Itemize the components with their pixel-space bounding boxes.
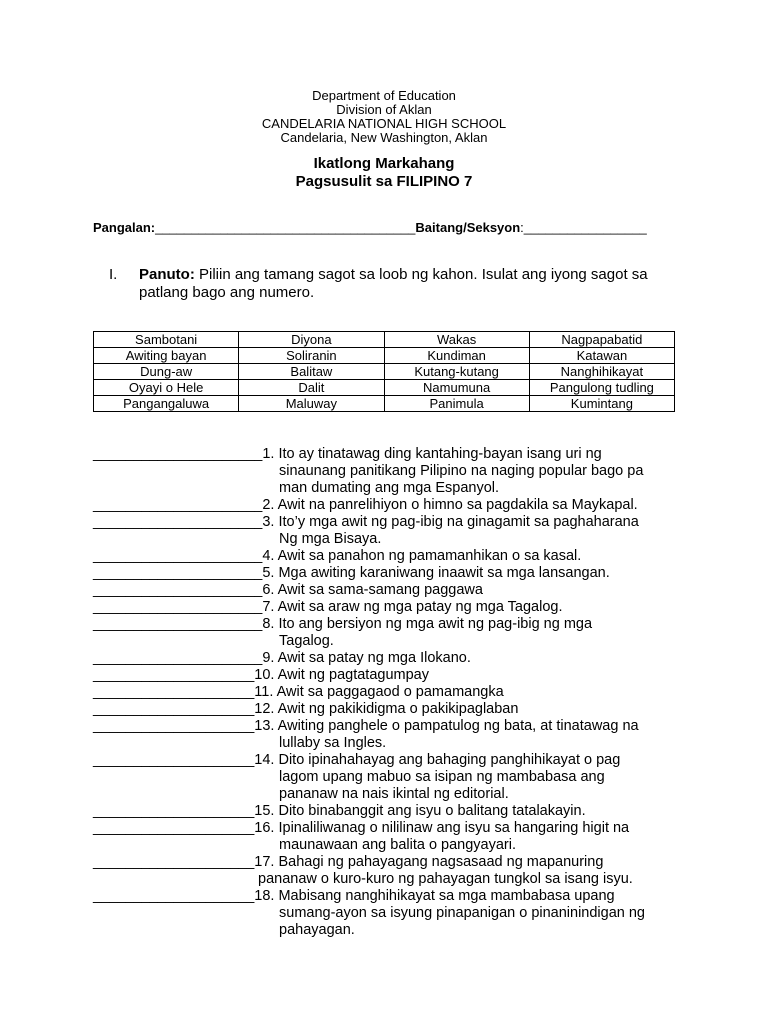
question-text: 7. Awit sa araw ng mga patay ng mga Tagalog. [262, 599, 563, 615]
question-item [93, 582, 693, 599]
question-text: 11. Awit sa paggagaod o pamamangka [254, 684, 504, 700]
choice-cell: Pangangaluwa [94, 396, 239, 412]
question-item [93, 599, 693, 616]
question-item [93, 616, 693, 650]
choice-cell: Nanghihikayat [529, 364, 674, 380]
answer-blank[interactable]: _____________________ [93, 548, 263, 564]
answer-blank[interactable]: _____________________ [93, 514, 263, 530]
answer-blank[interactable]: _____________________ [93, 616, 263, 632]
answer-blank[interactable]: _____________________ [93, 650, 263, 666]
question-text: Ng mga Bisaya. [279, 531, 382, 547]
question-text: sumang-ayon sa isyung pinapanigan o pinaninindigan ng [279, 905, 645, 921]
exam-subtitle: Pagsusulit sa FILIPINO 7 [295, 173, 473, 190]
section-colon: : [520, 220, 524, 235]
question-item [93, 565, 693, 582]
answer-blank[interactable]: ____________________ [93, 701, 255, 717]
choice-cell: Sambotani [94, 332, 239, 348]
question-text: 2. Awit na panrelihiyon o himno sa pagdakila sa Maykapal. [262, 497, 638, 513]
question-item [93, 446, 693, 497]
answer-blank[interactable]: ____________________ [93, 684, 255, 700]
header-line-department: Department of Education [312, 88, 456, 103]
instruction-text: Piliin ang tamang sagot sa loob ng kahon. Isulat ang iyong sagot sa patlang bago ang numero. [139, 266, 648, 301]
choice-cell: Nagpapabatid [529, 332, 674, 348]
exam-title: Ikatlong Markahang [313, 155, 455, 172]
answer-blank[interactable]: ____________________ [93, 820, 255, 836]
answer-blank[interactable]: ____________________ [93, 854, 255, 870]
choice-cell: Maluway [239, 396, 384, 412]
answer-blank[interactable]: _____________________ [93, 446, 263, 462]
question-text: 14. Dito ipinahahayag ang bahaging panghihikayat o pag [254, 752, 621, 768]
question-text: 3. Ito’y mga awit ng pag-ibig na ginagamit sa paghaharana [262, 514, 639, 530]
answer-blank[interactable]: ____________________ [93, 752, 255, 768]
question-item [93, 718, 693, 752]
header-line-address: Candelaria, New Washington, Aklan [280, 130, 488, 145]
question-text: 5. Mga awiting karaniwang inaawit sa mga lansangan. [262, 565, 610, 581]
instruction-number: I. [109, 266, 118, 283]
choice-cell: Kundiman [384, 348, 529, 364]
answer-blank[interactable]: ____________________ [93, 718, 255, 734]
question-item [93, 684, 693, 701]
question-text: sinaunang panitikang Pilipino na naging popular bago pa [279, 463, 644, 479]
choice-cell: Panimula [384, 396, 529, 412]
choices-row [94, 380, 675, 396]
question-list [93, 446, 693, 939]
choice-cell: Katawan [529, 348, 674, 364]
question-item [93, 820, 693, 854]
choice-cell: Oyayi o Hele [94, 380, 239, 396]
section-label: Baitang/Seksyon [415, 220, 521, 235]
answer-blank[interactable]: ____________________ [93, 667, 255, 683]
header-line-school: CANDELARIA NATIONAL HIGH SCHOOL [261, 116, 507, 131]
question-text: 1. Ito ay tinatawag ding kantahing-bayan isang uri ng [262, 446, 602, 462]
question-item [93, 701, 693, 718]
choice-cell: Namumuna [384, 380, 529, 396]
question-text: pahayagan. [279, 922, 355, 938]
question-item [93, 888, 693, 939]
choice-cell: Kumintang [529, 396, 674, 412]
question-text: maunawaan ang balita o pangyayari. [279, 837, 516, 853]
question-text: 4. Awit sa panahon ng pamamanhikan o sa kasal. [262, 548, 582, 564]
choice-cell: Dung-aw [94, 364, 239, 380]
name-blank[interactable]: ____________________________________ [155, 220, 416, 235]
question-item [93, 803, 693, 820]
instruction-label: Panuto: [139, 266, 195, 283]
question-text: man dumating ang mga Espanyol. [279, 480, 500, 496]
choice-cell: Wakas [384, 332, 529, 348]
answer-blank[interactable]: _____________________ [93, 582, 263, 598]
question-text: 6. Awit sa sama-samang paggawa [262, 582, 483, 598]
choice-cell: Balitaw [239, 364, 384, 380]
question-text: 13. Awiting panghele o pampatulog ng bata, at tinatawag na [254, 718, 639, 734]
choice-cell: Soliranin [239, 348, 384, 364]
choices-table [93, 331, 675, 412]
question-text: 9. Awit sa patay ng mga Ilokano. [262, 650, 471, 666]
question-text: pananaw na nais ikintal ng editorial. [279, 786, 509, 802]
answer-blank[interactable]: ____________________ [93, 803, 255, 819]
question-text: 18. Mabisang nanghihikayat sa mga mambabasa upang [254, 888, 615, 904]
question-text: 17. Bahagi ng pahayagang nagsasaad ng mapanuring [254, 854, 604, 870]
question-text: 10. Awit ng pagtatagumpay [254, 667, 429, 683]
question-item [93, 752, 693, 803]
question-text: lagom upang mabuo sa isipan ng mambabasa ang [279, 769, 605, 785]
question-item [93, 667, 693, 684]
instruction-text-block [139, 266, 684, 302]
question-text: 16. Ipinaliliwanag o nililinaw ang isyu sa hangaring higit na [254, 820, 630, 836]
section-blank[interactable]: _________________ [523, 220, 647, 235]
choice-cell: Dalit [239, 380, 384, 396]
answer-blank[interactable]: _____________________ [93, 497, 263, 513]
choice-cell: Pangulong tudling [529, 380, 674, 396]
name-section-row [93, 220, 683, 235]
question-text: lullaby sa Ingles. [279, 735, 387, 751]
question-text: Tagalog. [279, 633, 334, 649]
choice-cell: Kutang-kutang [384, 364, 529, 380]
answer-blank[interactable]: _____________________ [93, 599, 263, 615]
name-label: Pangalan: [93, 220, 156, 235]
question-item [93, 650, 693, 667]
choice-cell: Awiting bayan [94, 348, 239, 364]
question-text: pananaw o kuro-kuro ng pahayagan tungkol sa isang isyu. [258, 871, 633, 887]
question-item [93, 497, 693, 514]
choices-row [94, 364, 675, 380]
question-item [93, 548, 693, 565]
answer-blank[interactable]: _____________________ [93, 565, 263, 581]
question-text: 8. Ito ang bersiyon ng mga awit ng pag-ibig ng mga [262, 616, 593, 632]
question-text: 12. Awit ng pakikidigma o pakikipaglaban [254, 701, 519, 717]
choices-row [94, 396, 675, 412]
question-item [93, 854, 693, 888]
header-line-division: Division of Aklan [336, 102, 432, 117]
choices-row [94, 332, 675, 348]
question-item [93, 514, 693, 548]
choice-cell: Diyona [239, 332, 384, 348]
answer-blank[interactable]: ____________________ [93, 888, 255, 904]
question-text: 15. Dito binabanggit ang isyu o balitang tatalakayin. [254, 803, 586, 819]
choices-row [94, 348, 675, 364]
